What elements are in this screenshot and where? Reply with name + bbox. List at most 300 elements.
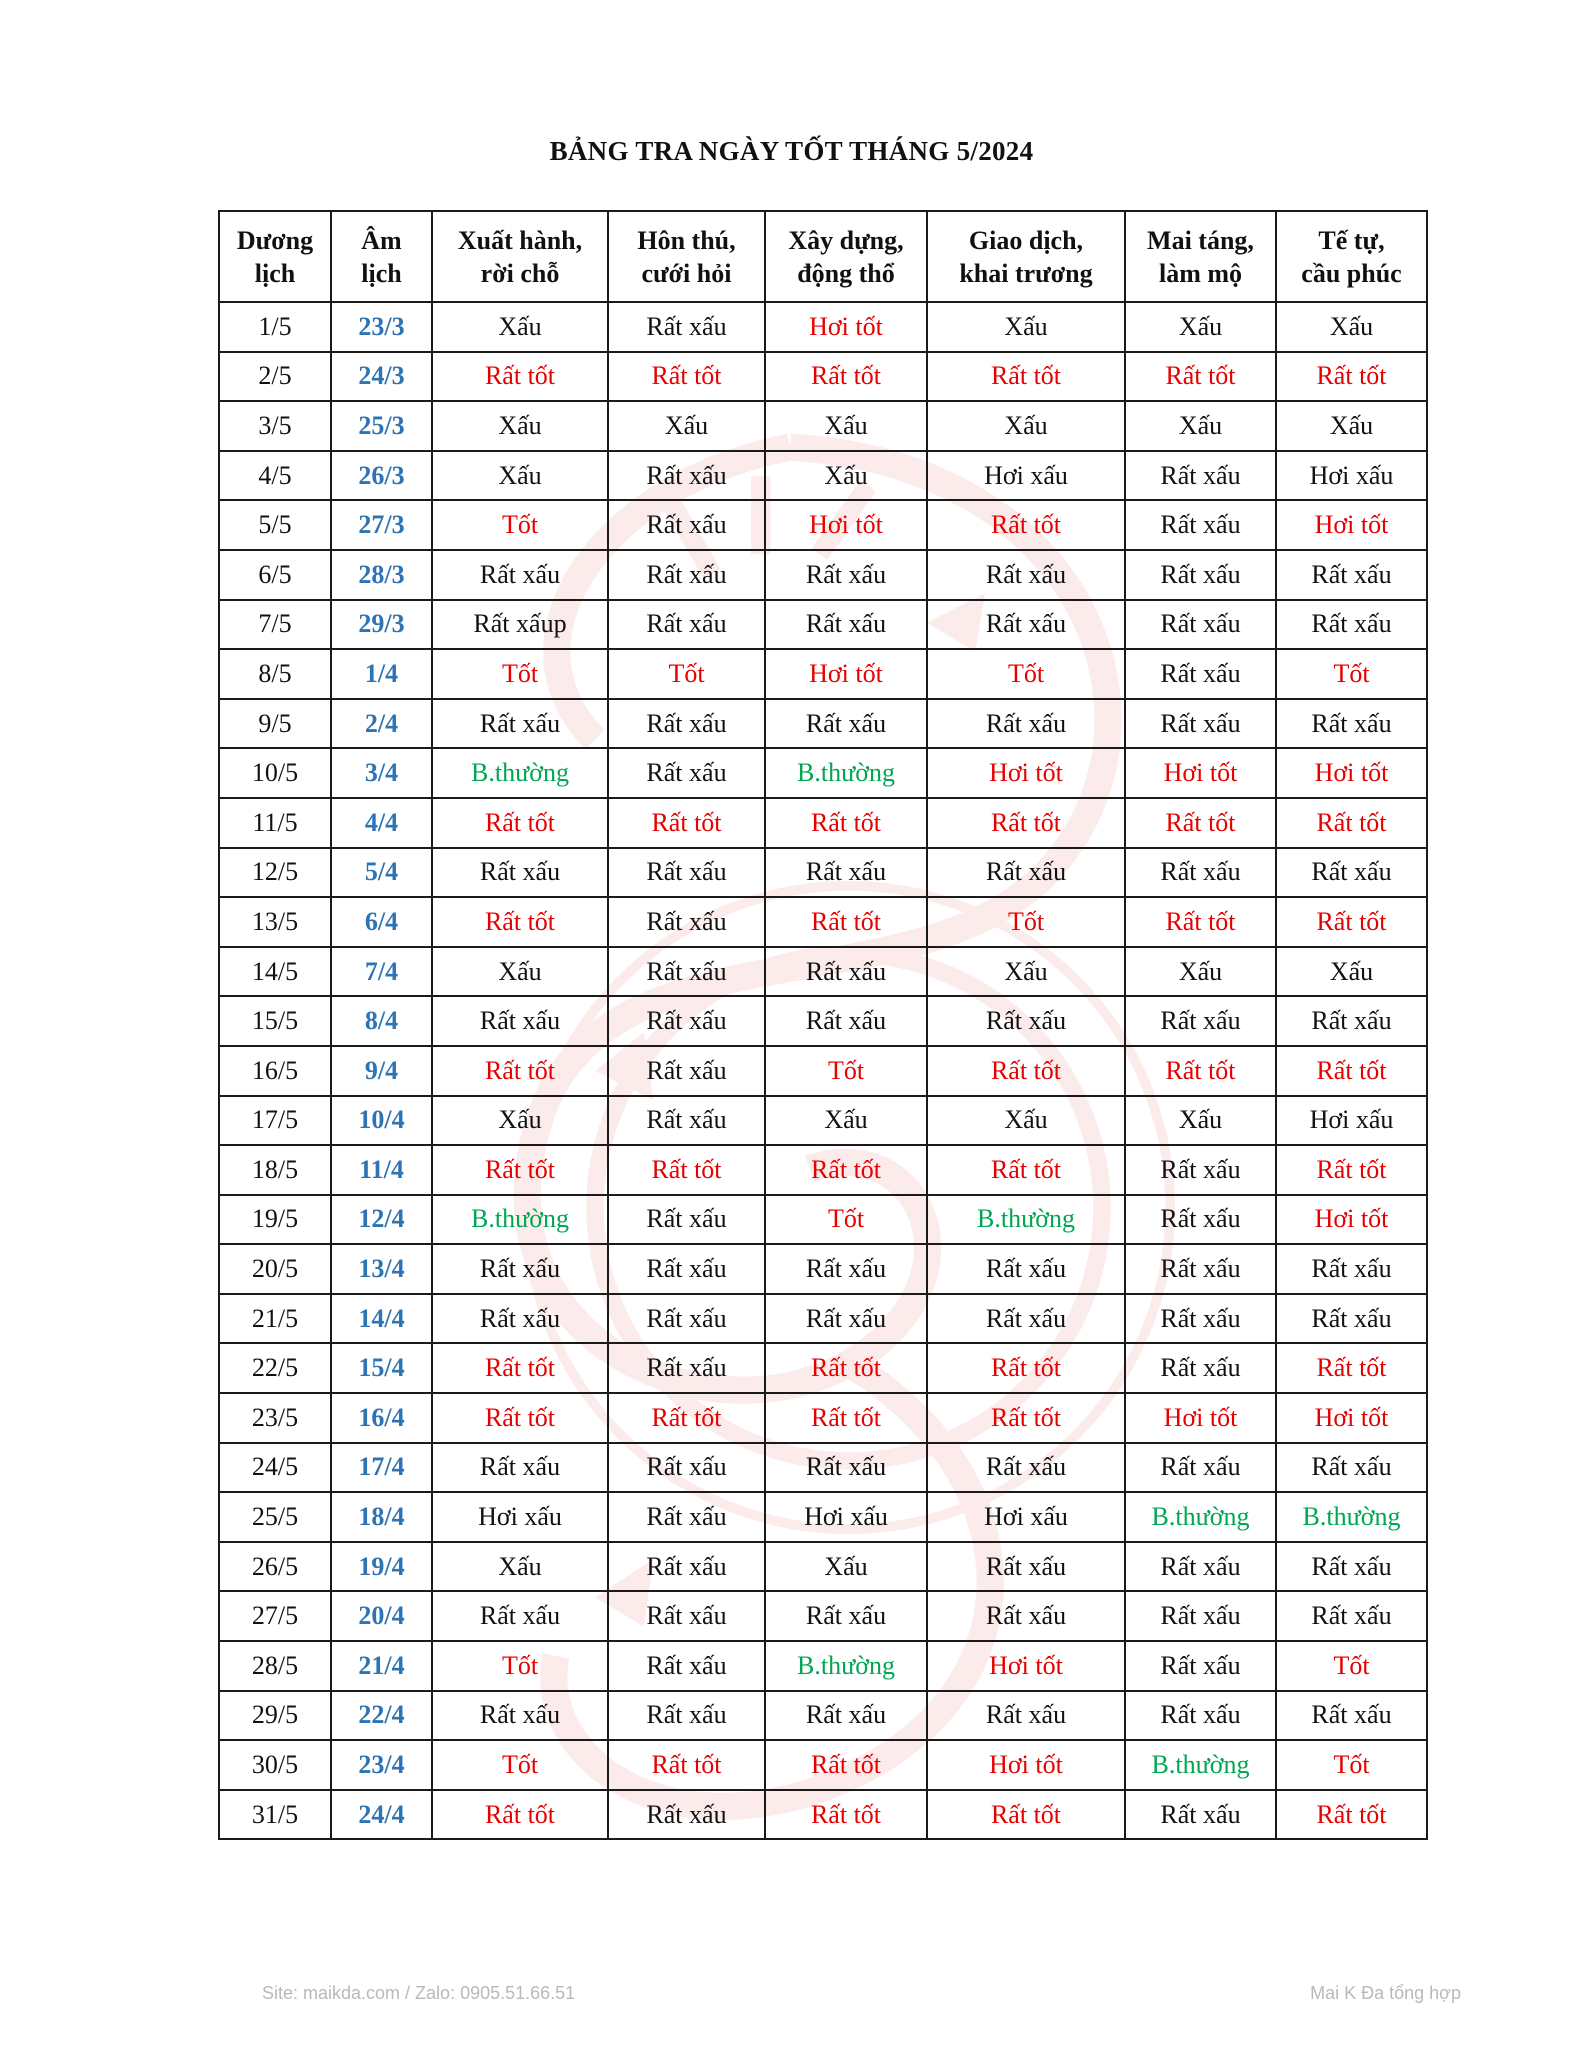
cell-lunar: 2/4 xyxy=(331,699,432,749)
cell-travel: Xấu xyxy=(432,1542,608,1592)
cell-burial: Rất xấu xyxy=(1125,1244,1276,1294)
cell-worship: Rất xấu xyxy=(1276,1691,1427,1741)
cell-trade: Rất xấu xyxy=(927,1244,1125,1294)
cell-trade: Xấu xyxy=(927,1096,1125,1146)
table-row xyxy=(219,649,1427,699)
cell-travel: Rất xấup xyxy=(432,600,608,650)
table-row xyxy=(219,500,1427,550)
cell-burial: B.thường xyxy=(1125,1492,1276,1542)
cell-lunar: 28/3 xyxy=(331,550,432,600)
cell-wedding: Rất xấu xyxy=(608,1641,765,1691)
cell-lunar: 18/4 xyxy=(331,1492,432,1542)
table-row xyxy=(219,1294,1427,1344)
cell-wedding: Rất xấu xyxy=(608,1591,765,1641)
table-body xyxy=(219,302,1427,1839)
cell-travel: Xấu xyxy=(432,302,608,352)
cell-lunar: 13/4 xyxy=(331,1244,432,1294)
cell-travel: Rất xấu xyxy=(432,1691,608,1741)
cell-wedding: Rất tốt xyxy=(608,352,765,402)
cell-solar: 19/5 xyxy=(219,1195,331,1245)
cell-trade: Rất xấu xyxy=(927,848,1125,898)
cell-solar: 25/5 xyxy=(219,1492,331,1542)
cell-burial: Rất xấu xyxy=(1125,500,1276,550)
cell-travel: B.thường xyxy=(432,1195,608,1245)
column-header-worship xyxy=(1276,211,1427,302)
cell-lunar: 24/3 xyxy=(331,352,432,402)
cell-travel: Rất xấu xyxy=(432,1443,608,1493)
cell-trade: Rất tốt xyxy=(927,1393,1125,1443)
cell-wedding: Rất xấu xyxy=(608,451,765,501)
cell-lunar: 4/4 xyxy=(331,798,432,848)
cell-lunar: 8/4 xyxy=(331,996,432,1046)
cell-burial: Rất xấu xyxy=(1125,1443,1276,1493)
cell-burial: Xấu xyxy=(1125,1096,1276,1146)
cell-lunar: 15/4 xyxy=(331,1343,432,1393)
cell-solar: 1/5 xyxy=(219,302,331,352)
cell-trade: Hơi xấu xyxy=(927,451,1125,501)
cell-solar: 31/5 xyxy=(219,1790,331,1840)
cell-lunar: 1/4 xyxy=(331,649,432,699)
cell-lunar: 14/4 xyxy=(331,1294,432,1344)
table-row xyxy=(219,352,1427,402)
cell-trade: Rất tốt xyxy=(927,1790,1125,1840)
cell-construction: Rất xấu xyxy=(765,1294,927,1344)
cell-construction: B.thường xyxy=(765,1641,927,1691)
cell-construction: Rất xấu xyxy=(765,1591,927,1641)
cell-trade: Rất xấu xyxy=(927,600,1125,650)
cell-wedding: Rất xấu xyxy=(608,1046,765,1096)
cell-trade: Rất tốt xyxy=(927,1046,1125,1096)
cell-burial: Hơi tốt xyxy=(1125,748,1276,798)
column-header-wedding xyxy=(608,211,765,302)
cell-wedding: Rất xấu xyxy=(608,500,765,550)
table-row xyxy=(219,401,1427,451)
cell-wedding: Rất xấu xyxy=(608,600,765,650)
cell-worship: Hơi tốt xyxy=(1276,748,1427,798)
cell-wedding: Rất xấu xyxy=(608,1244,765,1294)
cell-solar: 7/5 xyxy=(219,600,331,650)
cell-burial: Rất xấu xyxy=(1125,1591,1276,1641)
cell-wedding: Rất xấu xyxy=(608,1492,765,1542)
cell-lunar: 22/4 xyxy=(331,1691,432,1741)
cell-construction: Rất xấu xyxy=(765,550,927,600)
column-header-line: Xuất hành, xyxy=(457,225,583,255)
cell-solar: 10/5 xyxy=(219,748,331,798)
cell-wedding: Rất xấu xyxy=(608,1294,765,1344)
cell-solar: 18/5 xyxy=(219,1145,331,1195)
cell-trade: Xấu xyxy=(927,302,1125,352)
table-row xyxy=(219,1542,1427,1592)
cell-construction: Xấu xyxy=(765,451,927,501)
cell-burial: B.thường xyxy=(1125,1740,1276,1790)
column-header-solar xyxy=(219,211,331,302)
cell-construction: Xấu xyxy=(765,1542,927,1592)
cell-travel: Rất xấu xyxy=(432,1294,608,1344)
cell-travel: Rất tốt xyxy=(432,1343,608,1393)
cell-burial: Rất xấu xyxy=(1125,1294,1276,1344)
cell-travel: Rất tốt xyxy=(432,1145,608,1195)
cell-worship: Hơi tốt xyxy=(1276,1393,1427,1443)
column-header-lunar xyxy=(331,211,432,302)
cell-burial: Rất xấu xyxy=(1125,1641,1276,1691)
cell-travel: Rất tốt xyxy=(432,1393,608,1443)
cell-construction: Rất xấu xyxy=(765,996,927,1046)
table-row xyxy=(219,550,1427,600)
cell-trade: Rất xấu xyxy=(927,1443,1125,1493)
column-header-construction xyxy=(765,211,927,302)
cell-trade: Hơi tốt xyxy=(927,748,1125,798)
cell-worship: B.thường xyxy=(1276,1492,1427,1542)
cell-lunar: 3/4 xyxy=(331,748,432,798)
cell-worship: Tốt xyxy=(1276,1641,1427,1691)
cell-lunar: 27/3 xyxy=(331,500,432,550)
cell-burial: Rất tốt xyxy=(1125,352,1276,402)
cell-travel: Rất tốt xyxy=(432,1046,608,1096)
cell-travel: Xấu xyxy=(432,947,608,997)
cell-worship: Hơi tốt xyxy=(1276,1195,1427,1245)
cell-lunar: 26/3 xyxy=(331,451,432,501)
cell-worship: Xấu xyxy=(1276,947,1427,997)
cell-burial: Rất xấu xyxy=(1125,600,1276,650)
table-row xyxy=(219,1195,1427,1245)
cell-solar: 29/5 xyxy=(219,1691,331,1741)
cell-lunar: 20/4 xyxy=(331,1591,432,1641)
cell-travel: Rất xấu xyxy=(432,848,608,898)
cell-trade: Rất tốt xyxy=(927,1145,1125,1195)
table-row xyxy=(219,1096,1427,1146)
table-row xyxy=(219,1740,1427,1790)
cell-worship: Rất xấu xyxy=(1276,1542,1427,1592)
cell-wedding: Rất xấu xyxy=(608,897,765,947)
cell-travel: Tốt xyxy=(432,500,608,550)
cell-solar: 21/5 xyxy=(219,1294,331,1344)
cell-lunar: 9/4 xyxy=(331,1046,432,1096)
cell-trade: Tốt xyxy=(927,649,1125,699)
cell-worship: Xấu xyxy=(1276,401,1427,451)
cell-construction: Rất xấu xyxy=(765,1691,927,1741)
cell-burial: Rất tốt xyxy=(1125,1046,1276,1096)
cell-travel: Rất xấu xyxy=(432,1244,608,1294)
cell-construction: Rất xấu xyxy=(765,1443,927,1493)
cell-solar: 6/5 xyxy=(219,550,331,600)
cell-worship: Rất xấu xyxy=(1276,1294,1427,1344)
cell-solar: 4/5 xyxy=(219,451,331,501)
cell-lunar: 21/4 xyxy=(331,1641,432,1691)
cell-worship: Tốt xyxy=(1276,649,1427,699)
cell-travel: Rất xấu xyxy=(432,996,608,1046)
cell-travel: Rất xấu xyxy=(432,699,608,749)
cell-worship: Rất tốt xyxy=(1276,1145,1427,1195)
cell-lunar: 5/4 xyxy=(331,848,432,898)
footer-site-contact: Site: maikda.com / Zalo: 0905.51.66.51 xyxy=(262,1983,576,2003)
column-header-line: Hôn thú, xyxy=(637,225,736,255)
cell-trade: Rất tốt xyxy=(927,352,1125,402)
cell-travel: Xấu xyxy=(432,1096,608,1146)
column-header-line: cầu phúc xyxy=(1301,258,1402,288)
column-header-line: Âm xyxy=(361,225,402,255)
cell-wedding: Rất xấu xyxy=(608,699,765,749)
cell-construction: Rất tốt xyxy=(765,1145,927,1195)
cell-construction: Hơi xấu xyxy=(765,1492,927,1542)
cell-worship: Rất xấu xyxy=(1276,699,1427,749)
cell-construction: Rất xấu xyxy=(765,699,927,749)
column-header-line: làm mộ xyxy=(1158,258,1243,288)
cell-trade: Hơi tốt xyxy=(927,1740,1125,1790)
column-header-line: Giao dịch, xyxy=(968,225,1084,255)
column-header-line: rời chỗ xyxy=(480,258,560,288)
cell-solar: 17/5 xyxy=(219,1096,331,1146)
cell-trade: Hơi xấu xyxy=(927,1492,1125,1542)
cell-lunar: 29/3 xyxy=(331,600,432,650)
cell-solar: 2/5 xyxy=(219,352,331,402)
cell-travel: Xấu xyxy=(432,451,608,501)
cell-travel: Rất tốt xyxy=(432,897,608,947)
cell-solar: 15/5 xyxy=(219,996,331,1046)
table-row xyxy=(219,451,1427,501)
cell-wedding: Rất tốt xyxy=(608,1145,765,1195)
column-header-line: khai trương xyxy=(959,258,1093,288)
cell-wedding: Rất xấu xyxy=(608,1195,765,1245)
cell-burial: Rất xấu xyxy=(1125,1145,1276,1195)
cell-solar: 14/5 xyxy=(219,947,331,997)
cell-burial: Rất xấu xyxy=(1125,1691,1276,1741)
cell-trade: Rất xấu xyxy=(927,699,1125,749)
cell-burial: Rất xấu xyxy=(1125,1542,1276,1592)
table-row xyxy=(219,848,1427,898)
cell-construction: Rất xấu xyxy=(765,848,927,898)
column-header-line: lịch xyxy=(361,258,402,288)
cell-burial: Rất xấu xyxy=(1125,996,1276,1046)
cell-solar: 24/5 xyxy=(219,1443,331,1493)
cell-construction: Rất tốt xyxy=(765,1393,927,1443)
cell-travel: Xấu xyxy=(432,401,608,451)
cell-lunar: 23/3 xyxy=(331,302,432,352)
cell-travel: Rất tốt xyxy=(432,798,608,848)
cell-wedding: Rất tốt xyxy=(608,798,765,848)
column-header-line: Dương xyxy=(236,225,314,255)
cell-worship: Tốt xyxy=(1276,1740,1427,1790)
cell-construction: Rất tốt xyxy=(765,798,927,848)
cell-trade: Hơi tốt xyxy=(927,1641,1125,1691)
column-header-trade xyxy=(927,211,1125,302)
cell-lunar: 11/4 xyxy=(331,1145,432,1195)
calendar-table xyxy=(218,210,1428,1840)
column-header-line: động thổ xyxy=(797,258,895,288)
cell-construction: Tốt xyxy=(765,1195,927,1245)
cell-construction: Xấu xyxy=(765,401,927,451)
page-title: BẢNG TRA NGÀY TỐT THÁNG 5/2024 xyxy=(549,136,1034,166)
cell-trade: Rất xấu xyxy=(927,1294,1125,1344)
cell-solar: 23/5 xyxy=(219,1393,331,1443)
cell-solar: 11/5 xyxy=(219,798,331,848)
cell-worship: Hơi tốt xyxy=(1276,500,1427,550)
cell-burial: Rất xấu xyxy=(1125,848,1276,898)
cell-wedding: Rất tốt xyxy=(608,1740,765,1790)
cell-burial: Rất xấu xyxy=(1125,1790,1276,1840)
cell-solar: 13/5 xyxy=(219,897,331,947)
column-header-line: lịch xyxy=(254,258,296,288)
table-row xyxy=(219,1145,1427,1195)
cell-burial: Rất xấu xyxy=(1125,699,1276,749)
cell-worship: Rất tốt xyxy=(1276,897,1427,947)
cell-solar: 8/5 xyxy=(219,649,331,699)
table-row xyxy=(219,1244,1427,1294)
cell-worship: Hơi xấu xyxy=(1276,451,1427,501)
cell-trade: Tốt xyxy=(927,897,1125,947)
table-row xyxy=(219,1591,1427,1641)
cell-solar: 28/5 xyxy=(219,1641,331,1691)
cell-wedding: Rất xấu xyxy=(608,1343,765,1393)
cell-burial: Rất tốt xyxy=(1125,897,1276,947)
table-header-row xyxy=(219,211,1427,302)
cell-burial: Xấu xyxy=(1125,302,1276,352)
cell-burial: Rất xấu xyxy=(1125,1343,1276,1393)
footer-credit: Mai K Đa tổng hợp xyxy=(1310,1983,1461,2003)
cell-lunar: 17/4 xyxy=(331,1443,432,1493)
cell-travel: B.thường xyxy=(432,748,608,798)
cell-wedding: Rất xấu xyxy=(608,1790,765,1840)
table-row xyxy=(219,1343,1427,1393)
cell-travel: Tốt xyxy=(432,649,608,699)
cell-trade: Rất xấu xyxy=(927,1542,1125,1592)
cell-burial: Rất tốt xyxy=(1125,798,1276,848)
cell-worship: Hơi xấu xyxy=(1276,1096,1427,1146)
cell-solar: 16/5 xyxy=(219,1046,331,1096)
cell-trade: Rất xấu xyxy=(927,1691,1125,1741)
cell-travel: Tốt xyxy=(432,1740,608,1790)
cell-wedding: Rất xấu xyxy=(608,996,765,1046)
table-row xyxy=(219,748,1427,798)
cell-lunar: 12/4 xyxy=(331,1195,432,1245)
cell-construction: Rất tốt xyxy=(765,352,927,402)
table-row xyxy=(219,699,1427,749)
cell-solar: 12/5 xyxy=(219,848,331,898)
cell-trade: Rất tốt xyxy=(927,1343,1125,1393)
cell-wedding: Rất xấu xyxy=(608,1691,765,1741)
cell-worship: Rất xấu xyxy=(1276,848,1427,898)
cell-wedding: Xấu xyxy=(608,401,765,451)
table-row xyxy=(219,1790,1427,1840)
cell-solar: 27/5 xyxy=(219,1591,331,1641)
cell-wedding: Rất tốt xyxy=(608,1393,765,1443)
table-row xyxy=(219,1641,1427,1691)
column-header-line: Xây dựng, xyxy=(788,225,904,255)
table-row xyxy=(219,302,1427,352)
cell-worship: Rất xấu xyxy=(1276,996,1427,1046)
column-header-line: cưới hỏi xyxy=(641,258,732,288)
cell-burial: Rất xấu xyxy=(1125,649,1276,699)
cell-trade: Xấu xyxy=(927,947,1125,997)
table-row xyxy=(219,1443,1427,1493)
cell-burial: Xấu xyxy=(1125,947,1276,997)
cell-worship: Rất xấu xyxy=(1276,600,1427,650)
cell-solar: 26/5 xyxy=(219,1542,331,1592)
cell-wedding: Rất xấu xyxy=(608,1443,765,1493)
cell-wedding: Tốt xyxy=(608,649,765,699)
cell-solar: 3/5 xyxy=(219,401,331,451)
cell-construction: Hơi tốt xyxy=(765,302,927,352)
cell-construction: Xấu xyxy=(765,1096,927,1146)
cell-worship: Rất tốt xyxy=(1276,798,1427,848)
cell-burial: Xấu xyxy=(1125,401,1276,451)
cell-wedding: Rất xấu xyxy=(608,550,765,600)
table-row xyxy=(219,798,1427,848)
cell-construction: Rất tốt xyxy=(765,897,927,947)
cell-worship: Xấu xyxy=(1276,302,1427,352)
cell-trade: Xấu xyxy=(927,401,1125,451)
cell-construction: Rất tốt xyxy=(765,1740,927,1790)
table-row xyxy=(219,1492,1427,1542)
cell-lunar: 16/4 xyxy=(331,1393,432,1443)
column-header-line: Tế tự, xyxy=(1318,225,1385,255)
cell-worship: Rất tốt xyxy=(1276,1790,1427,1840)
cell-trade: Rất xấu xyxy=(927,550,1125,600)
cell-construction: Rất xấu xyxy=(765,1244,927,1294)
cell-lunar: 19/4 xyxy=(331,1542,432,1592)
cell-lunar: 25/3 xyxy=(331,401,432,451)
cell-construction: Rất xấu xyxy=(765,600,927,650)
cell-trade: Rất tốt xyxy=(927,798,1125,848)
cell-wedding: Rất xấu xyxy=(608,1096,765,1146)
table-row xyxy=(219,1046,1427,1096)
cell-construction: B.thường xyxy=(765,748,927,798)
cell-construction: Hơi tốt xyxy=(765,500,927,550)
cell-wedding: Rất xấu xyxy=(608,1542,765,1592)
cell-travel: Rất tốt xyxy=(432,1790,608,1840)
cell-lunar: 24/4 xyxy=(331,1790,432,1840)
cell-solar: 30/5 xyxy=(219,1740,331,1790)
cell-worship: Rất xấu xyxy=(1276,1591,1427,1641)
cell-trade: B.thường xyxy=(927,1195,1125,1245)
cell-worship: Rất xấu xyxy=(1276,1244,1427,1294)
cell-construction: Rất xấu xyxy=(765,947,927,997)
table-row xyxy=(219,600,1427,650)
cell-travel: Rất tốt xyxy=(432,352,608,402)
cell-worship: Rất tốt xyxy=(1276,1046,1427,1096)
cell-trade: Rất xấu xyxy=(927,1591,1125,1641)
cell-trade: Rất xấu xyxy=(927,996,1125,1046)
table-row xyxy=(219,996,1427,1046)
table-row xyxy=(219,897,1427,947)
cell-solar: 9/5 xyxy=(219,699,331,749)
table-row xyxy=(219,947,1427,997)
cell-burial: Rất xấu xyxy=(1125,1195,1276,1245)
cell-construction: Hơi tốt xyxy=(765,649,927,699)
cell-trade: Rất tốt xyxy=(927,500,1125,550)
cell-solar: 22/5 xyxy=(219,1343,331,1393)
cell-solar: 5/5 xyxy=(219,500,331,550)
cell-wedding: Rất xấu xyxy=(608,947,765,997)
table-row xyxy=(219,1393,1427,1443)
cell-worship: Rất xấu xyxy=(1276,550,1427,600)
cell-wedding: Rất xấu xyxy=(608,748,765,798)
cell-travel: Rất xấu xyxy=(432,550,608,600)
table-row xyxy=(219,1691,1427,1741)
cell-worship: Rất tốt xyxy=(1276,352,1427,402)
cell-burial: Rất xấu xyxy=(1125,451,1276,501)
cell-lunar: 6/4 xyxy=(331,897,432,947)
cell-lunar: 23/4 xyxy=(331,1740,432,1790)
column-header-line: Mai táng, xyxy=(1147,225,1254,255)
cell-travel: Rất xấu xyxy=(432,1591,608,1641)
cell-construction: Tốt xyxy=(765,1046,927,1096)
cell-burial: Rất xấu xyxy=(1125,550,1276,600)
cell-worship: Rất tốt xyxy=(1276,1343,1427,1393)
cell-construction: Rất tốt xyxy=(765,1790,927,1840)
cell-travel: Hơi xấu xyxy=(432,1492,608,1542)
cell-wedding: Rất xấu xyxy=(608,302,765,352)
column-header-burial xyxy=(1125,211,1276,302)
